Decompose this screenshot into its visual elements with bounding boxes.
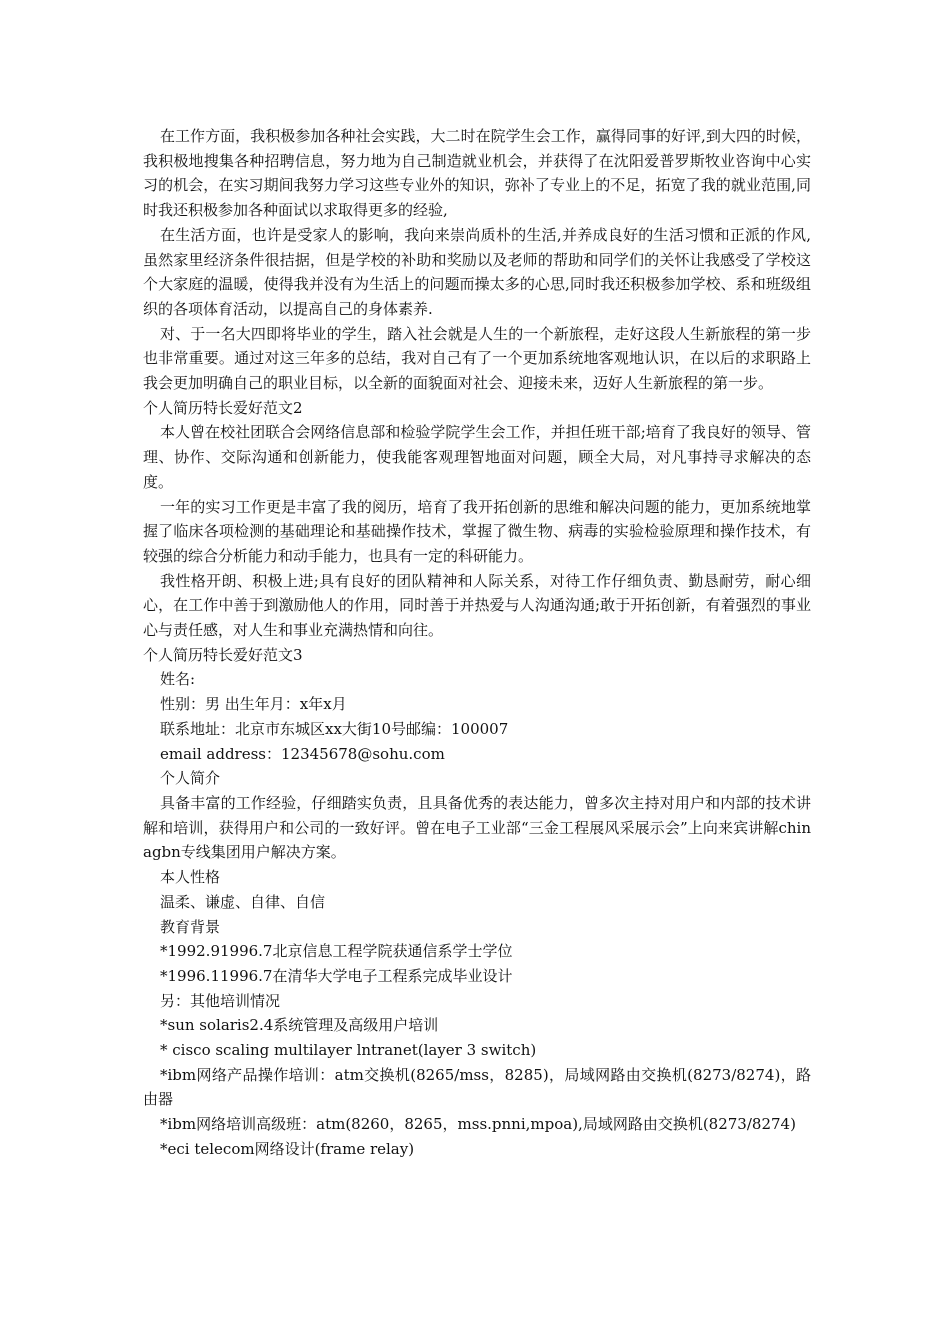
training-item-3: *ibm网络产品操作培训：atm交换机(8265/mss，8285)，局域网路由交换机(8273/8274)，路由器 bbox=[143, 1065, 811, 1109]
subheading-profile: 个人简介 bbox=[160, 769, 221, 788]
paragraph-character: 温柔、谦虚、自律、自信 bbox=[160, 892, 326, 911]
field-name: 姓名: bbox=[160, 670, 196, 689]
paragraph-graduation: 对、于一名大四即将毕业的学生，踏入社会就是人生的一个新旅程，走好这段人生新旅程的第一步也非常重要。通过对这三年多的总结，我对自己有了一个更加系统地客观地认识，在以后的求职路上我会更加明确自己的职业目标，以全新的面貌面对社会、迎接未来，迈好人生新旅程的第一步。 bbox=[143, 324, 811, 393]
paragraph-personality: 我性格开朗、积极上进;具有良好的团队精神和人际关系，对待工作仔细负责、勤恳耐劳，耐心细心，在工作中善于到激励他人的作用，同时善于并热爱与人沟通沟通;敢于开拓创新，有着强烈的事业心与责任感，对人生和事业充满热情和向往。 bbox=[143, 571, 811, 640]
paragraph-profile: 具备丰富的工作经验，仔细踏实负责，且具备优秀的表达能力，曾多次主持对用户和内部的技术讲解和培训，获得用户和公司的一致好评。曾在电子工业部“三金工程展风采展示会”上向来宾讲解chinagbn专线集团用户解决方案。 bbox=[143, 793, 811, 862]
subheading-training: 另：其他培训情况 bbox=[160, 991, 281, 1010]
paragraph-work: 在工作方面，我积极参加各种社会实践，大二时在院学生会工作，赢得同事的好评,到大四的时候，我积极地搜集各种招聘信息，努力地为自己制造就业机会，并获得了在沈阳爱普罗斯牧业咨询中心实习的机会，在实习期间我努力学习这些专业外的知识，弥补了专业上的不足，拓宽了我的就业范围,同时我还积极参加各种面试以求取得更多的经验, bbox=[143, 127, 811, 220]
subheading-character: 本人性格 bbox=[160, 868, 221, 887]
field-address: 联系地址：北京市东城区xx大街10号邮编：100007 bbox=[160, 719, 509, 738]
field-gender-birth: 性别：男 出生年月：x年x月 bbox=[160, 695, 347, 714]
section-heading-3: 个人简历特长爱好范文3 bbox=[143, 645, 303, 664]
subheading-education: 教育背景 bbox=[160, 917, 221, 936]
field-email: email address：12345678@sohu.com bbox=[160, 744, 445, 763]
section-heading-2: 个人简历特长爱好范文2 bbox=[143, 398, 303, 417]
education-item-1: *1992.91996.7北京信息工程学院获通信系学士学位 bbox=[160, 942, 513, 961]
education-item-2: *1996.11996.7在清华大学电子工程系完成毕业设计 bbox=[160, 966, 513, 985]
paragraph-life: 在生活方面，也许是受家人的影响，我向来崇尚质朴的生活,并养成良好的生活习惯和正派的作风,虽然家里经济条件很拮据，但是学校的补助和奖励以及老师的帮助和同学们的关怀让我感受了学校这个大家庭的温暖，使得我并没有为生活上的问题而操太多的心思,同时我还积极参加学校、系和班级组织的各项体育活动，以提高自己的身体素养. bbox=[143, 225, 811, 318]
training-item-2: * cisco scaling multilayer lntranet(layer 3 switch) bbox=[160, 1041, 537, 1060]
paragraph-club-experience: 本人曾在校社团联合会网络信息部和检验学院学生会工作，并担任班干部;培育了我良好的领导、管理、协作、交际沟通和创新能力，使我能客观理智地面对问题，顾全大局，对凡事持寻求解决的态度。 bbox=[143, 423, 811, 491]
training-item-1: *sun solaris2.4系统管理及高级用户培训 bbox=[160, 1016, 439, 1035]
training-item-4: *ibm网络培训高级班：atm(8260，8265，mss.pnni,mpoa),局域网路由交换机(8273/8274) bbox=[160, 1115, 796, 1134]
document-body bbox=[143, 124, 811, 1162]
training-item-5: *eci telecom网络设计(frame relay) bbox=[160, 1139, 415, 1158]
paragraph-internship: 一年的实习工作更是丰富了我的阅历，培育了我开拓创新的思维和解决问题的能力，更加系统地掌握了临床各项检测的基础理论和基础操作技术，掌握了微生物、病毒的实验检验原理和操作技术，有较强的综合分析能力和动手能力，也具有一定的科研能力。 bbox=[143, 497, 811, 565]
